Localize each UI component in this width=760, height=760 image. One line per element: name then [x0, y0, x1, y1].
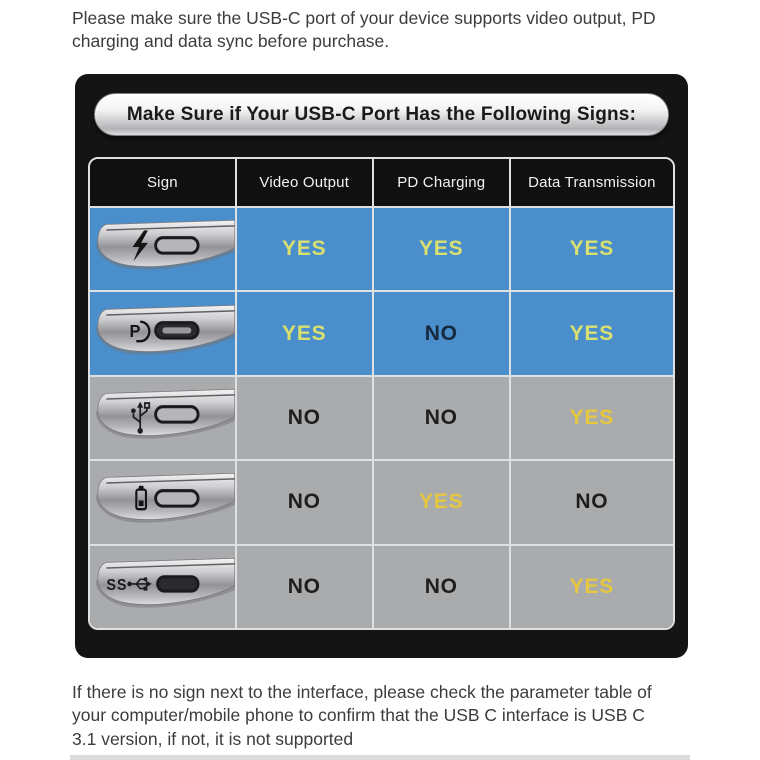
- banner-title: Make Sure if Your USB-C Port Has the Following Signs:: [126, 103, 637, 125]
- usbc-port: [158, 577, 199, 591]
- table-row: [90, 207, 673, 291]
- pd-charging-cell: NO: [373, 545, 510, 628]
- table-row: [90, 460, 673, 544]
- usbc-port: [156, 238, 198, 253]
- sign-cell: [90, 207, 236, 291]
- video-output-cell: YES: [236, 207, 373, 291]
- next-section-divider: [70, 755, 690, 760]
- info-panel: [75, 74, 688, 658]
- usbc-port: [156, 407, 198, 422]
- video-output-cell: NO: [236, 460, 373, 544]
- bottom-note: If there is no sign next to the interface, please check the parameter table of your computer/mobile phone to confirm that the USB C interface is USB C 3.1 version, if not, it is not supported: [72, 682, 652, 749]
- usbc-port-tongue: [162, 327, 191, 333]
- laptop-edge-graphic: [90, 211, 235, 287]
- usbc-port: [156, 491, 198, 506]
- header-row: [90, 159, 673, 207]
- laptop-edge-graphic: [90, 464, 235, 540]
- table-row: [90, 545, 673, 628]
- header-sign: Sign: [90, 159, 236, 207]
- data-transmission-cell: YES: [510, 376, 673, 460]
- header-video-output: Video Output: [236, 159, 373, 207]
- top-note: Please make sure the USB-C port of your device supports video output, PD charging and data sync before purchase.: [72, 8, 656, 52]
- pd-charging-cell: NO: [373, 376, 510, 460]
- video-output-cell: NO: [236, 376, 373, 460]
- laptop-edge-graphic: [90, 296, 235, 372]
- sign-cell: [90, 291, 236, 375]
- sign-cell: [90, 460, 236, 544]
- banner: [94, 93, 669, 136]
- data-transmission-cell: NO: [510, 460, 673, 544]
- sign-table-wrap: [88, 157, 675, 630]
- table-row: [90, 291, 673, 375]
- sign-cell: [90, 545, 236, 628]
- pd-charging-cell: YES: [373, 207, 510, 291]
- video-output-cell: YES: [236, 291, 373, 375]
- video-output-cell: NO: [236, 545, 373, 628]
- header-pd-charging: PD Charging: [373, 159, 510, 207]
- svg-text:SS: SS: [106, 576, 128, 595]
- laptop-edge-graphic: [90, 380, 235, 456]
- data-transmission-cell: YES: [510, 291, 673, 375]
- table-row: [90, 376, 673, 460]
- pd-charging-cell: YES: [373, 460, 510, 544]
- header-data-transmission: Data Transmission: [510, 159, 673, 207]
- data-transmission-cell: YES: [510, 545, 673, 628]
- sign-table: [90, 159, 673, 628]
- sign-cell: [90, 376, 236, 460]
- laptop-edge-graphic: [90, 549, 235, 625]
- data-transmission-cell: YES: [510, 207, 673, 291]
- pd-charging-cell: NO: [373, 291, 510, 375]
- svg-text:P: P: [129, 321, 142, 341]
